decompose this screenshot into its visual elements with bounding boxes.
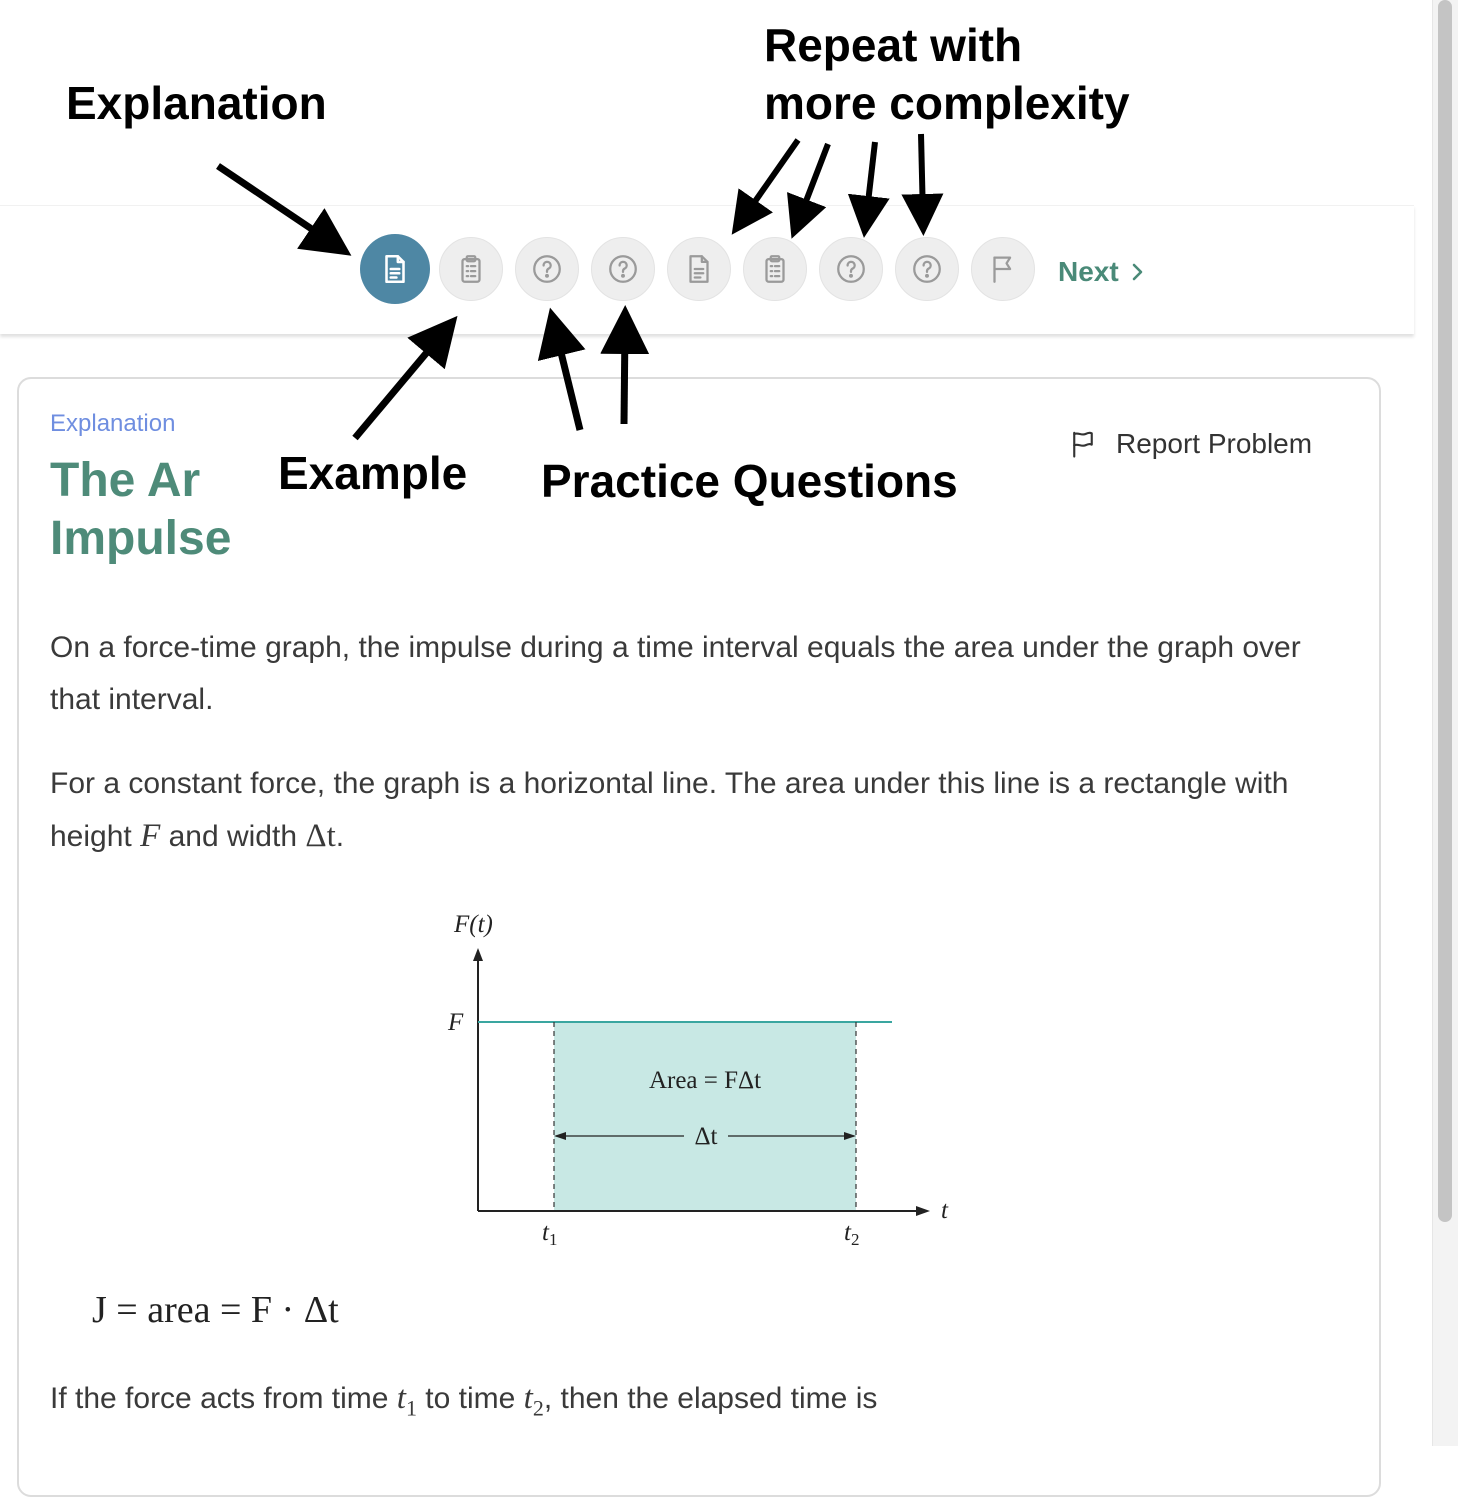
step-example-2[interactable] (743, 237, 807, 301)
text-segment: For a constant force, the graph is a horizontal line. The area under this line is a rectangle with height (50, 767, 1289, 853)
question-icon (530, 252, 564, 286)
y-axis-label: F(t) (454, 911, 493, 938)
paragraph-area-definition: On a force-time graph, the impulse during a time interval equals the area under the graph over that interval. (50, 631, 1301, 716)
t2-tick-label (844, 1219, 859, 1249)
paragraph-elapsed-time (50, 1372, 1350, 1435)
question-icon (834, 252, 868, 286)
x-axis-arrowhead (916, 1206, 930, 1216)
step-finish[interactable] (971, 237, 1035, 301)
text-segment: to time (416, 1382, 524, 1415)
document-icon (378, 252, 412, 286)
step-question-2[interactable] (591, 237, 655, 301)
chevron-right-icon (1129, 261, 1147, 283)
math-delta-t: Δt (305, 818, 336, 854)
step-question-3[interactable] (819, 237, 883, 301)
t2-tick-t: t (844, 1219, 851, 1246)
t1-tick-t: t (542, 1219, 549, 1246)
section-kicker: Explanation (50, 410, 176, 437)
title-line-1: The Ar (50, 454, 201, 507)
delta-t-label: Δt (694, 1123, 718, 1150)
report-problem-label: Report Problem (1116, 428, 1313, 459)
scrollbar-thumb[interactable] (1438, 0, 1452, 1222)
annotation-explanation: Explanation (66, 77, 327, 129)
text-segment: If the force acts from time (50, 1382, 397, 1415)
annotation-practice-questions: Practice Questions (541, 455, 958, 507)
next-button[interactable] (1058, 254, 1147, 290)
report-problem-button[interactable] (1068, 428, 1312, 460)
clipboard-icon (454, 252, 488, 286)
annotation-example: Example (270, 444, 475, 502)
t1-tick-label (542, 1219, 557, 1249)
x-axis-label: t (941, 1197, 948, 1224)
t2-tick-sub: 2 (850, 1230, 860, 1249)
question-icon (910, 252, 944, 286)
annotation-repeat-line2: more complexity (764, 77, 1130, 129)
t1-tick-sub: 1 (548, 1230, 558, 1249)
title-line-2: Impulse (50, 512, 232, 565)
flag-icon (1068, 428, 1098, 460)
paragraph-constant-force (50, 758, 1350, 863)
F-tick-label: F (448, 1009, 464, 1036)
annotation-repeat-line1: Repeat with (764, 19, 1023, 71)
flag-icon (986, 252, 1020, 286)
question-icon (606, 252, 640, 286)
step-example-1[interactable] (439, 237, 503, 301)
area-label: Area = FΔt (648, 1067, 762, 1094)
impulse-formula: J = area = F · Δt (92, 1289, 339, 1331)
math-t1: $t_1$ (396, 1380, 417, 1421)
text-segment: , then the elapsed time is (543, 1382, 878, 1415)
step-question-4[interactable] (895, 237, 959, 301)
math-F: F (140, 818, 161, 854)
text-segment: . (335, 820, 345, 853)
force-time-graph (430, 900, 990, 1260)
clipboard-icon (758, 252, 792, 286)
step-explanation-1[interactable] (360, 234, 430, 304)
next-label: Next (1058, 256, 1119, 287)
page-title (50, 452, 232, 570)
math-t2: $t_2$ (523, 1380, 544, 1421)
step-explanation-2[interactable] (667, 237, 731, 301)
area-rectangle (554, 1022, 856, 1211)
step-question-1[interactable] (515, 237, 579, 301)
y-axis-arrowhead (473, 948, 483, 961)
text-segment: and width (160, 820, 306, 853)
document-icon (682, 252, 716, 286)
